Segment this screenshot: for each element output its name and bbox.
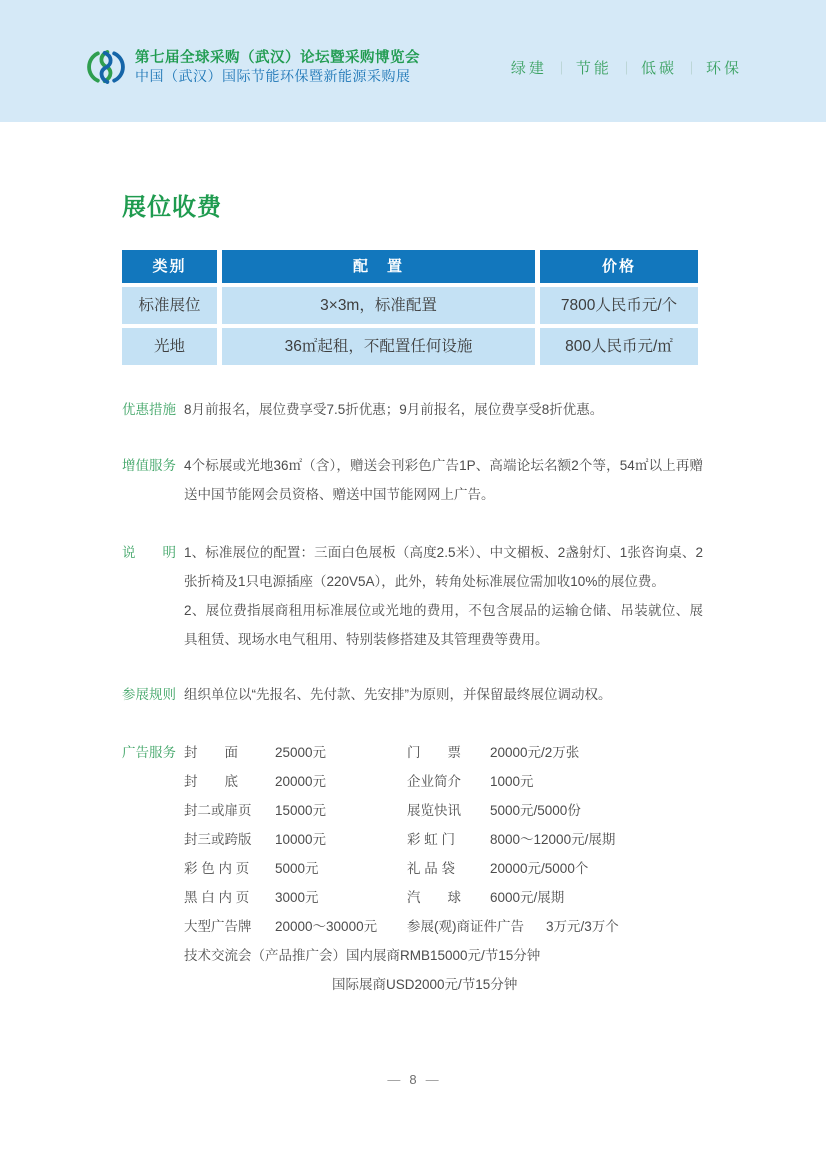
tag-separator: ｜ xyxy=(619,60,633,76)
ad-item-price: 8000～12000元/展期 xyxy=(490,832,616,847)
ad-item-label: 技术交流会（产品推广会） xyxy=(184,948,346,963)
note-number: 2、 xyxy=(184,603,206,618)
note-item xyxy=(184,596,703,654)
fee-cell-config: 3×3m，标准配置 xyxy=(222,287,535,324)
fee-cell-category: 标准展位 xyxy=(122,287,217,324)
ad-item-price: 15000元/节15分钟 xyxy=(430,948,541,963)
footer-dash: — xyxy=(387,1072,401,1087)
tag-green-building: 绿建 xyxy=(510,59,547,77)
ad-item-price: 20000元/2万张 xyxy=(490,745,580,760)
ad-item-price: 6000元/展期 xyxy=(490,890,565,905)
page-title: 展位收费 xyxy=(122,194,222,221)
ad-item-price: 5000元 xyxy=(275,861,319,876)
fee-table xyxy=(122,250,703,365)
section-label: 优惠措施 xyxy=(122,402,176,417)
section-label: 说 明 xyxy=(122,545,176,560)
note-number: 1、 xyxy=(184,545,206,560)
ad-item-label: 封二或扉页 xyxy=(184,803,252,818)
section-label: 参展规则 xyxy=(122,687,176,702)
ad-row xyxy=(184,912,703,941)
fee-cell-price: 800人民币元/㎡ xyxy=(540,328,698,365)
ad-item-price: 20000元 xyxy=(275,774,327,789)
ad-row xyxy=(184,738,703,767)
section-ad-services xyxy=(122,738,703,999)
fee-table-header-price: 价格 xyxy=(540,250,698,283)
ad-row xyxy=(184,883,703,912)
page-footer xyxy=(0,1072,826,1087)
expo-title: 第七届全球采购（武汉）论坛暨采购博览会 xyxy=(135,49,420,66)
ad-item-price: 25000元 xyxy=(275,745,327,760)
expo-subtitle: 中国（武汉）国际节能环保暨新能源采购展 xyxy=(135,67,411,84)
ad-item-label: 封 面 xyxy=(184,745,238,760)
section-value-added xyxy=(122,451,703,509)
section-text: 4个标展或光地36㎡（含），赠送会刊彩色广告1P、高端论坛名额2个等，54㎡以上再赠送中国节能网会员资格、赠送中国节能网网上广告。 xyxy=(184,458,703,502)
page-number: 8 xyxy=(409,1072,417,1087)
fee-cell-config: 36㎡起租，不配置任何设施 xyxy=(222,328,535,365)
section-label: 广告服务 xyxy=(122,745,176,760)
ad-item-price: 3万元/3万个 xyxy=(546,919,619,934)
ad-item-label: 门 票 xyxy=(407,745,461,760)
ad-row xyxy=(184,796,703,825)
ad-item-label: 彩 虹 门 xyxy=(407,832,456,847)
note-item xyxy=(184,538,703,596)
ad-item-price: 1000元 xyxy=(490,774,534,789)
ad-item-price: 20000元/5000个 xyxy=(490,861,589,876)
footer-dash: — xyxy=(425,1072,439,1087)
ad-row xyxy=(184,941,703,970)
section-rules xyxy=(122,680,703,709)
tag-separator: ｜ xyxy=(554,60,568,76)
ad-item-price: 2000元/节15分钟 xyxy=(414,977,518,992)
header-tags xyxy=(511,57,742,78)
ad-item-price: 3000元 xyxy=(275,890,319,905)
ad-price-list xyxy=(184,738,703,999)
ad-item-label: 参展(观)商证件广告 xyxy=(407,919,524,934)
section-text: 组织单位以“先报名、先付款、先安排”为原则，并保留最终展位调动权。 xyxy=(184,687,612,702)
tag-low-carbon: 低碳 xyxy=(640,59,677,77)
fee-table-header-config: 配 置 xyxy=(222,250,535,283)
ad-item-label: 企业简介 xyxy=(407,774,461,789)
expo-logo-icon xyxy=(86,46,126,88)
section-text: 8月前报名，展位费享受7.5折优惠；9月前报名，展位费享受8折优惠。 xyxy=(184,402,604,417)
fee-cell-category: 光地 xyxy=(122,328,217,365)
note-text: 展位费指展商租用标准展位或光地的费用，不包含展品的运输仓储、吊装就位、展具租赁、现场水电气租用、特别装修搭建及其管理费等费用。 xyxy=(184,603,703,647)
ad-item-label: 大型广告牌 xyxy=(184,919,252,934)
section-notes-body xyxy=(184,538,703,654)
fee-table-header-category: 类别 xyxy=(122,250,217,283)
ad-item-label: 汽 球 xyxy=(407,890,461,905)
ad-item-label: 封 底 xyxy=(184,774,238,789)
expo-titles xyxy=(135,50,420,85)
ad-item-label xyxy=(184,970,332,999)
ad-item-label: 封三或跨版 xyxy=(184,832,252,847)
tag-separator: ｜ xyxy=(684,60,698,76)
ad-item-label: 黑 白 内 页 xyxy=(184,890,250,905)
ad-row xyxy=(184,854,703,883)
fee-cell-price: 7800人民币元/个 xyxy=(540,287,698,324)
ad-item-price: 15000元 xyxy=(275,803,327,818)
ad-item-label: 礼 品 袋 xyxy=(407,861,456,876)
ad-item-label: 国际展商USD xyxy=(332,977,415,992)
ad-row xyxy=(184,970,703,999)
section-notes xyxy=(122,538,703,654)
ad-item-price: 5000元/5000份 xyxy=(490,803,581,818)
section-discount xyxy=(122,395,703,424)
ad-row xyxy=(184,767,703,796)
ad-item-label: 彩 色 内 页 xyxy=(184,861,250,876)
ad-item-price: 20000～30000元 xyxy=(275,919,378,934)
ad-row xyxy=(184,825,703,854)
tag-energy-saving: 节能 xyxy=(575,59,612,77)
ad-item-label: 国内展商RMB xyxy=(346,948,430,963)
page-content xyxy=(122,193,703,999)
section-label: 增值服务 xyxy=(122,458,176,473)
note-text: 标准展位的配置：三面白色展板（高度2.5米）、中文楣板、2盏射灯、1张咨询桌、2张折椅及1只电源插座（220V5A），此外，转角处标准展位需加收10%的展位费。 xyxy=(184,545,703,589)
page-header xyxy=(0,0,826,122)
ad-item-label: 展览快讯 xyxy=(407,803,461,818)
tag-environmental: 环保 xyxy=(705,59,742,77)
ad-item-price: 10000元 xyxy=(275,832,327,847)
